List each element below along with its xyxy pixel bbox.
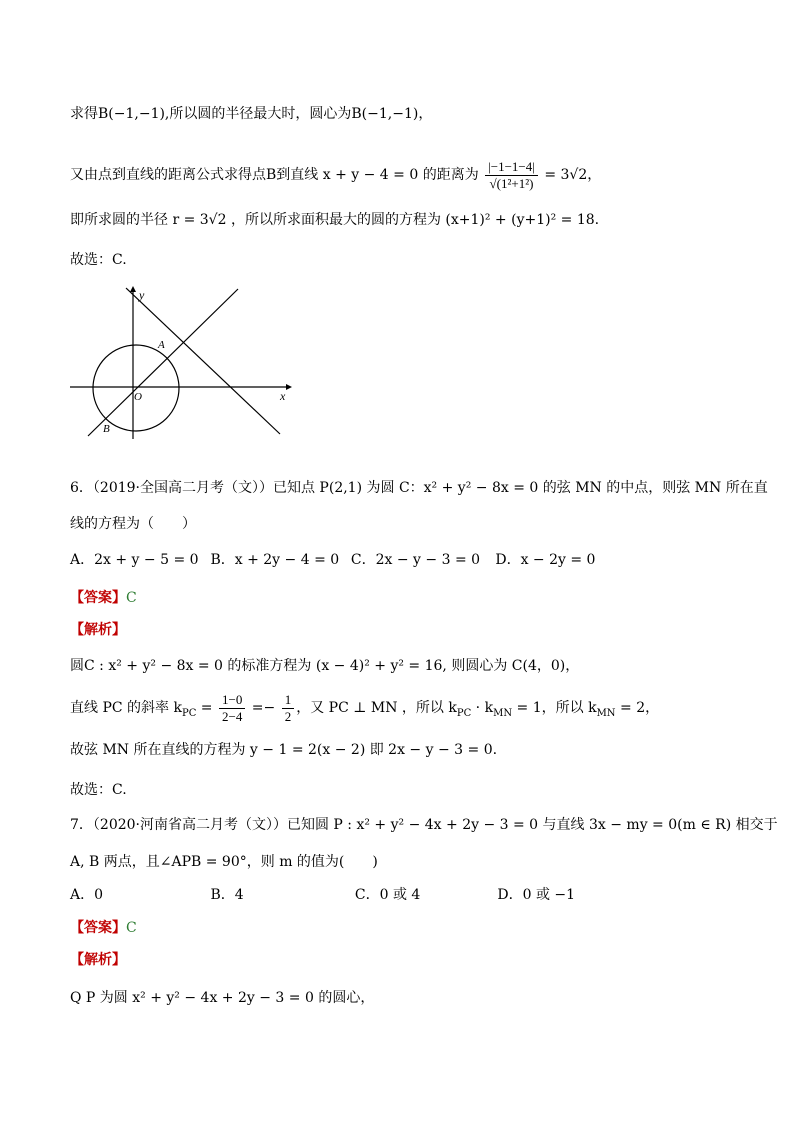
distance-fraction [485,159,538,192]
q6-analysis-line-1: 圆C : x² + y² − 8x = 0 的标准方程为 (x − 4)² + y² = 16, 则圆心为 C(4，0)， [70,658,580,674]
y-axis-label: y [139,288,145,302]
solution-line-2-text: 又由点到直线的距离公式求得点B到直线 x + y − 4 = 0 的距离为 [70,167,479,183]
q6-kmn: = 2， [615,700,660,716]
q7-option-c: C．0 或 4 [354,887,421,903]
origin-label: O [134,391,142,403]
q6-stem-line-1: 6．（2019·全国高二月考（文））已知点 P(2,1) 为圆 C：x² + y² − 8x = 0 的弦 MN 的中点，则弦 MN 所在直 [70,480,768,496]
q6-slope-text: 直线 PC 的斜率 k [70,700,182,716]
q7-option-b: B．4 [210,887,244,903]
line-through-origin [88,289,238,436]
q6-eq: = [196,700,217,716]
solution-line-3: 即所求圆的半径 r = 3√2 ，所以所求面积最大的圆的方程为 (x+1)² + (y+1)² = 18. [70,212,600,228]
q6-sub-mn: MN [493,707,513,719]
x-axis-label: x [280,389,286,403]
line-x-plus-y-minus-4 [126,288,280,434]
q6-half-num: 1 [282,692,295,709]
solution-line-2 [70,158,601,192]
distance-denominator: √(1²+1²) [489,175,534,191]
q6-analysis-tag [70,620,126,640]
q6-choice: 故选：C. [70,782,127,798]
q7-option-d: D．0 或 −1 [497,887,576,903]
q6-stem-line-2: 线的方程为（ ） [70,516,196,532]
q7-analysis-tag [70,950,126,970]
q6-slope-den: 2−4 [222,708,243,724]
y-axis-arrow [130,286,136,292]
solution-choice: 故选：C. [70,252,127,268]
q7-option-a: A．0 [70,887,104,903]
q7-analysis-label: 【解析】 [70,952,126,968]
q7-answer-value: C [126,920,137,936]
q6-option-c: C．2x − y − 3 = 0 [350,552,481,568]
distance-numerator: |−1−1−4| [485,159,538,176]
q6-half-den: 2 [284,708,292,724]
q7-stem-line-1: 7．（2020·河南省高二月考（文））已知圆 P : x² + y² − 4x + 2y − 3 = 0 与直线 3x − my = 0(m ∈ R) 相交于 [70,817,778,833]
q6-options [70,550,595,570]
q6-option-d: D．x − 2y = 0 [495,552,596,568]
q6-option-b: B．x + 2y − 4 = 0 [210,552,340,568]
q6-answer-value: C [126,590,137,606]
q7-options [70,885,575,905]
solution-line-1: 求得B(−1,−1),所以圆的半径最大时，圆心为B(−1,−1)， [70,106,433,122]
q7-answer [70,918,137,938]
q6-analysis-line-3: 故弦 MN 所在直线的方程为 y − 1 = 2(x − 2) 即 2x − y − 3 = 0. [70,742,498,758]
q6-sub-mn-2: MN [596,707,616,719]
circle-line-figure [68,284,293,442]
q6-option-a: A．2x + y − 5 = 0 [70,552,199,568]
q6-dot: · k [471,700,494,716]
q7-stem-line-2: A, B 两点，且∠APB = 90°，则 m 的值为( ) [70,854,378,870]
q7-analysis-line-1: Q P 为圆 x² + y² − 4x + 2y − 3 = 0 的圆心， [70,990,375,1006]
q6-product: = 1，所以 k [512,700,597,716]
q6-slope-num: 1−0 [219,692,245,709]
q6-answer [70,588,137,608]
point-b-label: B [103,423,110,435]
q6-neg: =− [247,700,280,716]
q7-answer-tag: 【答案】 [70,920,126,936]
q6-perp-text: ，又 PC ⊥ MN ，所以 k [296,700,457,716]
distance-result: = 3√2， [544,167,602,183]
q6-sub-pc: PC [181,707,197,719]
x-axis-arrow [286,384,292,390]
q6-answer-tag: 【答案】 [70,590,126,606]
q6-sub-pc-2: PC [456,707,472,719]
q6-analysis-line-2 [70,688,659,728]
q6-half-fraction [282,692,295,725]
point-a-label: A [158,339,165,351]
q6-analysis-label: 【解析】 [70,622,126,638]
q6-slope-fraction [219,692,245,725]
